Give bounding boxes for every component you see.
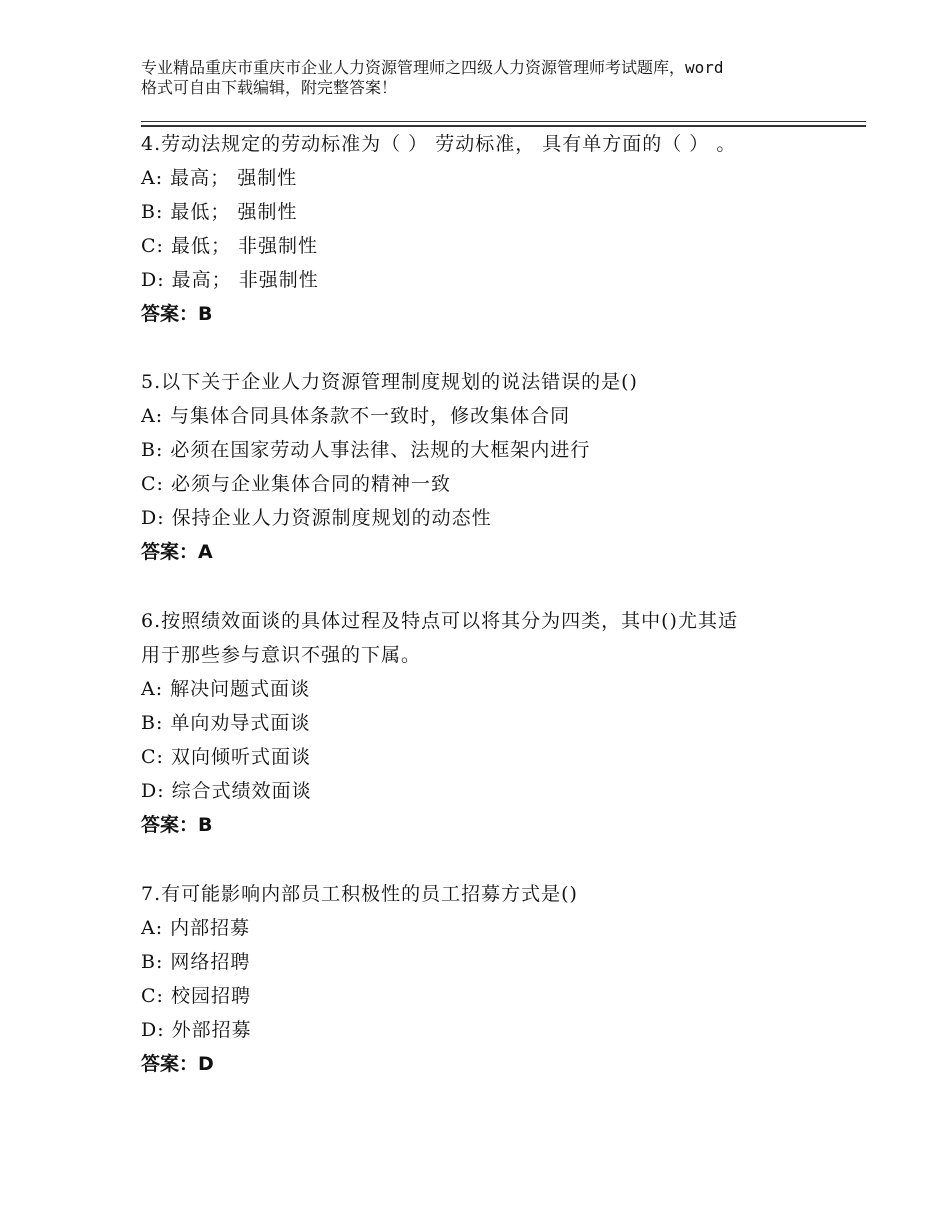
option-c: C: 校园招聘 [141, 985, 251, 1007]
question-5 [141, 365, 841, 569]
question-stem: 5.以下关于企业人力资源管理制度规划的说法错误的是() [141, 371, 638, 393]
option-d: D: 综合式绩效面谈 [141, 780, 312, 802]
option-a: A: 与集体合同具体条款不一致时，修改集体合同 [141, 405, 571, 427]
option-b: B: 最低； 强制性 [141, 201, 298, 223]
option-a: A: 最高； 强制性 [141, 167, 298, 189]
option-c: C: 必须与企业集体合同的精神一致 [141, 473, 451, 495]
question-stem: 7.有可能影响内部员工积极性的员工招募方式是() [141, 883, 578, 905]
option-a: A: 内部招募 [141, 917, 251, 939]
option-a: A: 解决问题式面谈 [141, 678, 311, 700]
option-b: B: 网络招聘 [141, 951, 251, 973]
header-divider-thin [141, 121, 866, 122]
question-4 [141, 127, 841, 331]
question-6 [141, 604, 841, 842]
document-header [141, 58, 841, 98]
header-line-2: 格式可自由下载编辑，附完整答案！ [141, 78, 398, 97]
option-d: D: 保持企业人力资源制度规划的动态性 [141, 507, 492, 529]
option-d: D: 最高； 非强制性 [141, 269, 319, 291]
question-stem-line-2: 用于那些参与意识不强的下属。 [141, 644, 422, 666]
answer-label: 答案：D [141, 1053, 214, 1075]
option-c: C: 最低； 非强制性 [141, 235, 319, 257]
option-c: C: 双向倾听式面谈 [141, 746, 311, 768]
header-line-1: 专业精品重庆市重庆市企业人力资源管理师之四级人力资源管理师考试题库，word [141, 58, 724, 77]
answer-label: 答案：A [141, 541, 213, 563]
option-b: B: 单向劝导式面谈 [141, 712, 311, 734]
answer-label: 答案：B [141, 303, 213, 325]
option-b: B: 必须在国家劳动人事法律、法规的大框架内进行 [141, 439, 591, 461]
option-d: D: 外部招募 [141, 1019, 252, 1041]
question-7 [141, 877, 841, 1081]
question-stem: 4.劳动法规定的劳动标准为（ ） 劳动标准， 具有单方面的（ ） 。 [141, 133, 737, 155]
answer-label: 答案：B [141, 814, 213, 836]
question-stem-line-1: 6.按照绩效面谈的具体过程及特点可以将其分为四类，其中()尤其适 [141, 610, 738, 632]
